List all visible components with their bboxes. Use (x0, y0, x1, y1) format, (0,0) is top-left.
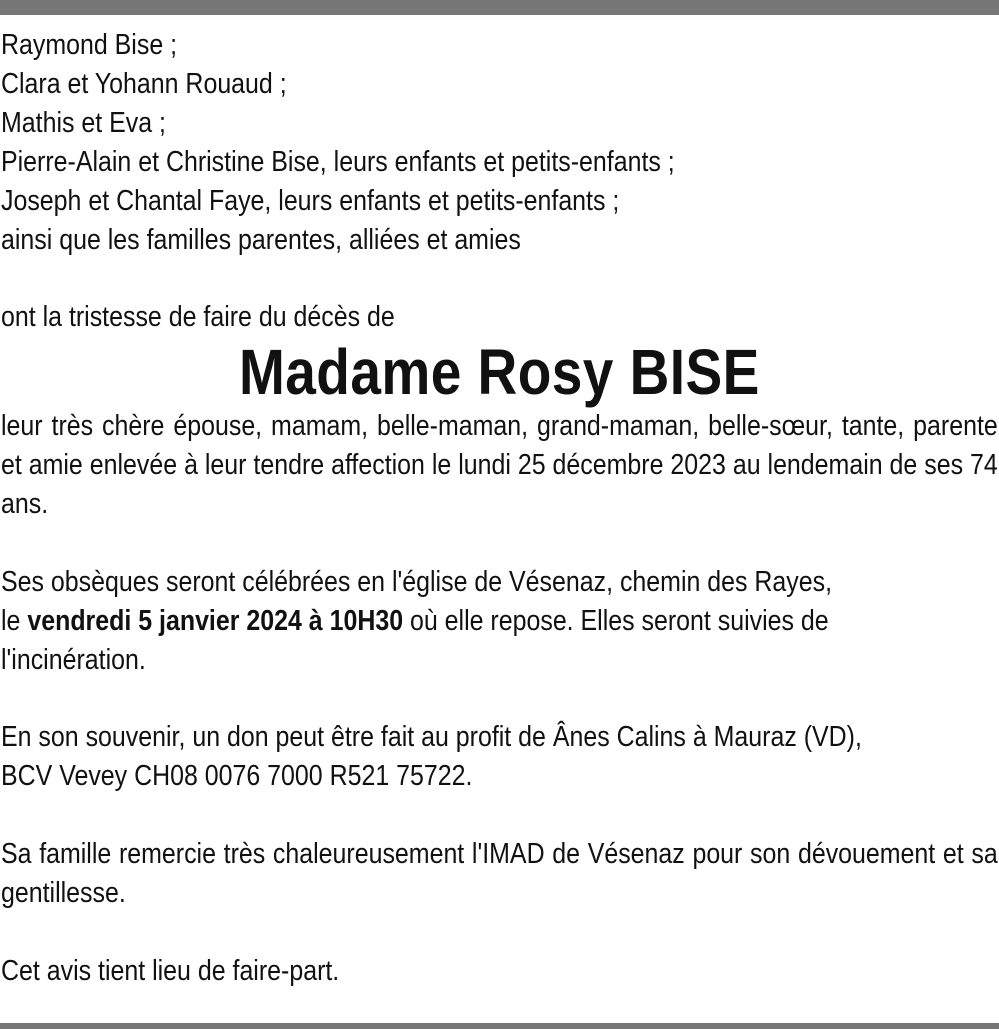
family-line: Clara et Yohann Rouaud ; (1, 67, 287, 100)
family-line: Joseph et Chantal Faye, leurs enfants et petits-enfants ; (1, 184, 620, 217)
funeral-line-3: l'incinération. (1, 643, 146, 676)
family-line: Pierre-Alain et Christine Bise, leurs enfants et petits-enfants ; (1, 145, 675, 178)
bottom-rule (0, 1023, 999, 1029)
intro-text: ont la tristesse de faire du décès de (1, 301, 395, 334)
thanks-text: Sa famille remercie très chaleureusement l'IMAD de Vésenaz pour son dévouement et sa gentillesse. (1, 838, 998, 910)
family-line: Mathis et Eva ; (1, 106, 166, 139)
top-rule (0, 0, 999, 15)
family-line: ainsi que les familles parentes, alliées et amies (1, 223, 521, 256)
family-list (1, 26, 998, 259)
funeral-line-2: le vendredi 5 janvier 2024 à 10H30 où elle repose. Elles seront suivies de (1, 604, 829, 637)
donation-line-2: BCV Vevey CH08 0076 7000 R521 75722. (1, 760, 473, 793)
funeral-line-1: Ses obsèques seront célébrées en l'église de Vésenaz, chemin des Rayes, (1, 565, 833, 598)
obituary-notice (1, 26, 998, 991)
family-line: Raymond Bise ; (1, 29, 178, 61)
donation-details (1, 718, 998, 796)
deceased-name: Madame Rosy BISE (238, 336, 760, 409)
funeral-date: vendredi 5 janvier 2024 à 10H30 (27, 604, 404, 637)
description-text: leur très chère épouse, mamam, belle-maman, grand-maman, belle-sœur, tante, parente et amie enlevée à leur tendre affection le lundi 25 décembre 2023 au lendemain de ses 74 ans. (1, 410, 998, 521)
closing-text: Cet avis tient lieu de faire-part. (1, 954, 340, 987)
funeral-details (1, 563, 998, 680)
donation-line-1: En son souvenir, un don peut être fait au profit de Ânes Calins à Mauraz (VD), (1, 721, 862, 754)
